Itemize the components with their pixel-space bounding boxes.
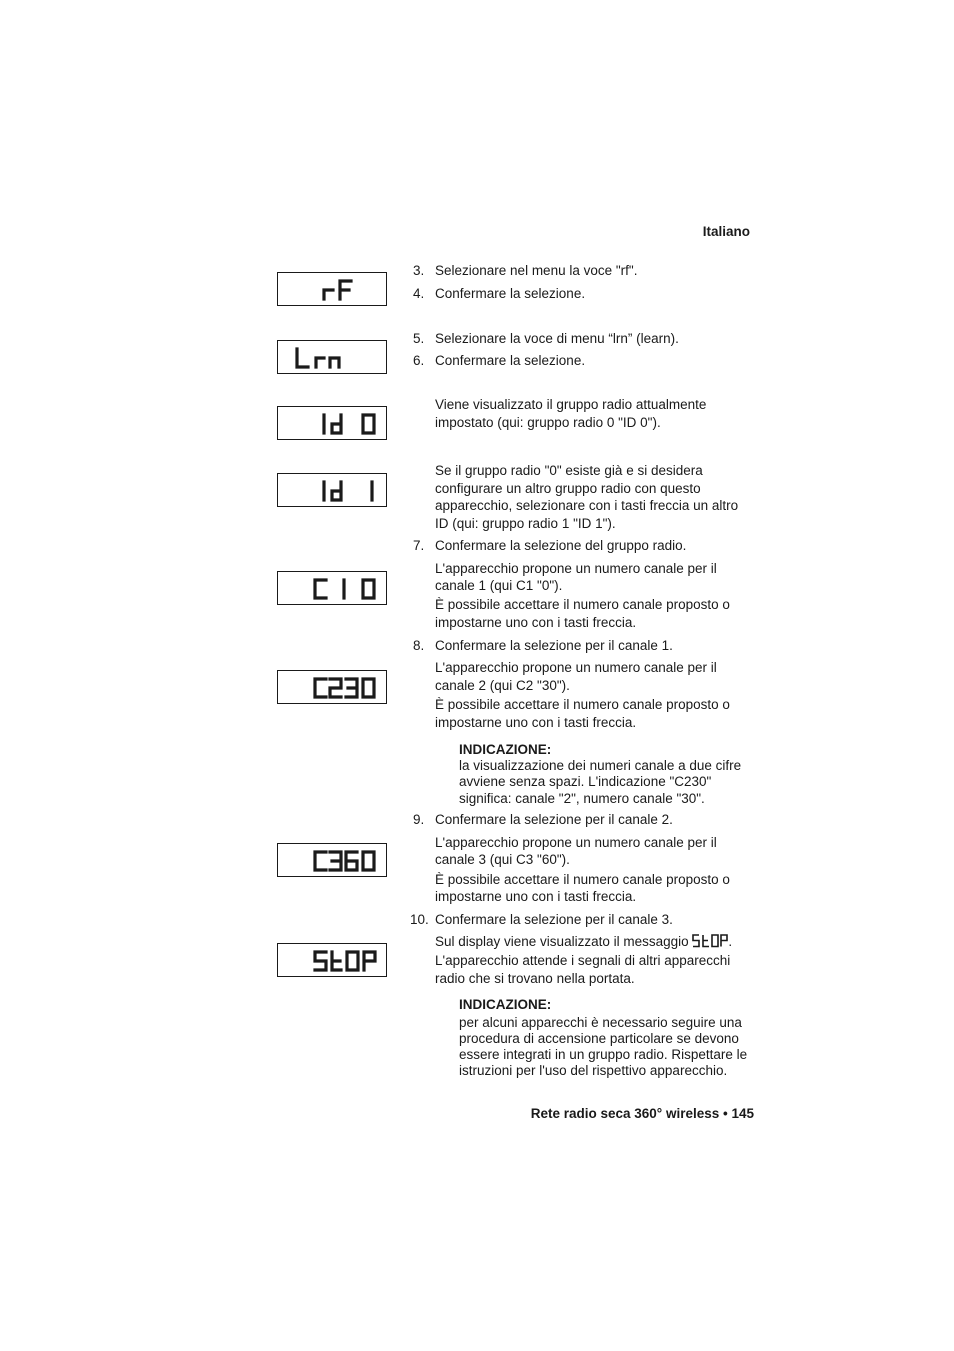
lcd-segment-graphic xyxy=(278,671,386,703)
note-line: essere integrati in un gruppo radio. Rispettare le xyxy=(459,1047,748,1062)
step-text: Selezionare la voce di menu “lrn” (learn). xyxy=(435,331,679,346)
lcd-display-id0 xyxy=(277,406,387,440)
paragraph-line: impostarne uno con i tasti freccia. xyxy=(435,615,637,630)
lcd-display-stop xyxy=(277,943,387,977)
lcd-segment-graphic xyxy=(278,944,386,976)
paragraph-line: L'apparecchio attende i segnali di altri apparecchi xyxy=(435,953,731,968)
note-title: INDICAZIONE: xyxy=(459,997,552,1012)
step-text: Confermare la selezione per il canale 1. xyxy=(435,638,673,653)
lcd-segment-graphic xyxy=(278,844,386,876)
step-number: 3. xyxy=(413,263,425,278)
paragraph-line: apparecchio, selezionare con i tasti freccia un altro xyxy=(435,498,739,513)
step-number: 5. xyxy=(413,331,425,346)
paragraph-line: impostarne uno con i tasti freccia. xyxy=(435,889,637,904)
lcd-segment-graphic xyxy=(278,341,386,373)
note-line: istruzioni per l'uso del rispettivo apparecchio. xyxy=(459,1063,728,1078)
step-text: Confermare la selezione. xyxy=(435,286,586,301)
paragraph-line: L'apparecchio propone un numero canale per il xyxy=(435,835,717,850)
step-text: Confermare la selezione per il canale 2. xyxy=(435,812,673,827)
paragraph-line: configurare un altro gruppo radio con questo xyxy=(435,481,701,496)
lcd-display-c360 xyxy=(277,843,387,877)
step-number: 6. xyxy=(413,353,425,368)
lcd-display-lrn xyxy=(277,340,387,374)
paragraph-line: È possibile accettare il numero canale proposto o xyxy=(435,597,730,612)
paragraph-text: Sul display viene visualizzato il messaggio xyxy=(435,934,689,949)
paragraph-line: canale 2 (qui C2 "30"). xyxy=(435,678,570,693)
paragraph-line: radio che si trovano nella portata. xyxy=(435,971,635,986)
lcd-segment-graphic xyxy=(278,407,386,439)
step-number: 9. xyxy=(413,812,425,827)
step-number: 4. xyxy=(413,286,425,301)
paragraph-line: impostato (qui: gruppo radio 0 "ID 0"). xyxy=(435,415,661,430)
paragraph-line-stop xyxy=(435,933,732,951)
page-footer: Rete radio seca 360° wireless • 145 xyxy=(530,1106,754,1121)
paragraph-line: È possibile accettare il numero canale proposto o xyxy=(435,697,730,712)
paragraph-line: impostarne uno con i tasti freccia. xyxy=(435,715,637,730)
lcd-segment-graphic xyxy=(278,572,386,604)
lcd-segment-graphic xyxy=(278,273,386,305)
paragraph-line: Viene visualizzato il gruppo radio attualmente xyxy=(435,397,707,412)
lcd-display-rf xyxy=(277,272,387,306)
step-text: Confermare la selezione. xyxy=(435,353,586,368)
paragraph-line: ID (qui: gruppo radio 1 "ID 1"). xyxy=(435,516,616,531)
step-text: Confermare la selezione per il canale 3. xyxy=(435,912,673,927)
note-line: procedura di accensione particolare se devono xyxy=(459,1031,739,1046)
paragraph-line: L'apparecchio propone un numero canale per il xyxy=(435,660,717,675)
paragraph-line: È possibile accettare il numero canale proposto o xyxy=(435,872,730,887)
stop-lcd-glyph-icon xyxy=(692,934,728,948)
step-text: Confermare la selezione del gruppo radio. xyxy=(435,538,687,553)
paragraph-line: Se il gruppo radio "0" esiste già e si desidera xyxy=(435,463,703,478)
paragraph-line: canale 1 (qui C1 "0"). xyxy=(435,578,563,593)
note-line: per alcuni apparecchi è necessario seguire una xyxy=(459,1015,742,1030)
note-line: la visualizzazione dei numeri canale a due cifre xyxy=(459,758,742,773)
page-header-language: Italiano xyxy=(702,224,750,239)
note-title: INDICAZIONE: xyxy=(459,742,552,757)
paragraph-line: canale 3 (qui C3 "60"). xyxy=(435,852,570,867)
lcd-display-id1 xyxy=(277,473,387,507)
step-number: 7. xyxy=(413,538,425,553)
step-number: 10. xyxy=(410,912,429,927)
lcd-segment-graphic xyxy=(278,474,386,506)
note-line: avviene senza spazi. L'indicazione "C230" xyxy=(459,774,712,789)
paragraph-text: . xyxy=(728,934,733,949)
lcd-display-c230 xyxy=(277,670,387,704)
step-text: Selezionare nel menu la voce "rf". xyxy=(435,263,638,278)
lcd-display-c10 xyxy=(277,571,387,605)
step-number: 8. xyxy=(413,638,425,653)
paragraph-line: L'apparecchio propone un numero canale per il xyxy=(435,561,717,576)
note-line: significa: canale "2", numero canale "30". xyxy=(459,791,705,806)
